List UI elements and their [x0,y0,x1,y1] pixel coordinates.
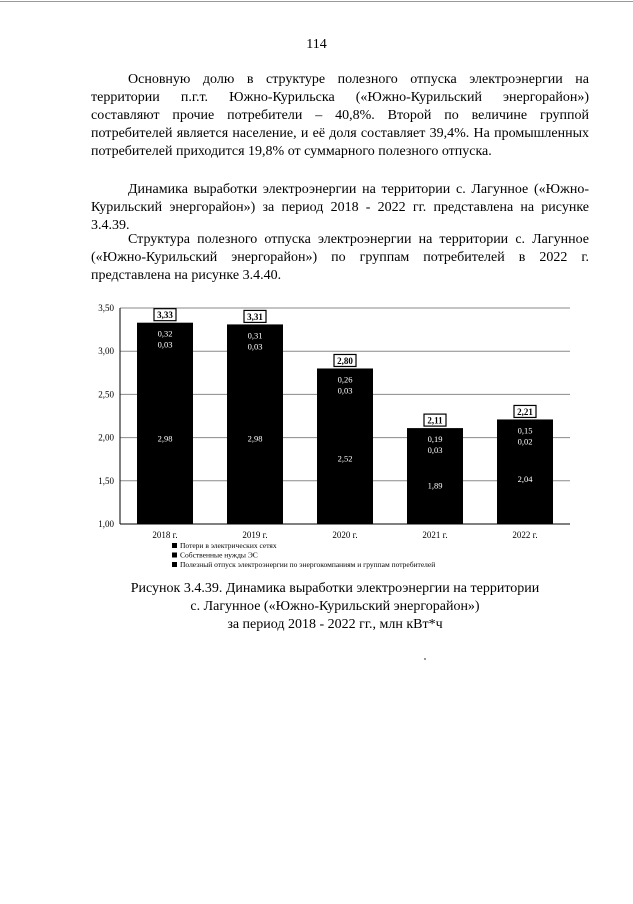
legend-swatch [172,562,177,567]
legend-entry: Собственные нужды ЭС [180,550,258,560]
data-label-losses: 0,32 [157,328,173,339]
y-tick-label: 2,00 [98,432,114,443]
bar-stack [137,323,193,524]
y-tick-label: 1,00 [98,519,114,529]
y-tick-label: 1,50 [98,475,114,486]
x-tick-label: 2022 г. [512,530,538,540]
data-label-losses: 0,31 [247,330,263,341]
data-label-own-needs: 0,03 [337,385,353,396]
y-tick-label: 3,00 [98,346,114,357]
paragraph-1: Основную долю в структуре полезного отпуска электроэнергии на территории п.г.т. Южно-Курильска («Южно-Курильский энергорайон») составляют прочие потребители – 40,8%. Второй по величине группой потребителей является население, и её доля составляет 39,4%. На промышленных потребителей приходится 19,8% от суммарного полезного отпуска. [91,72,589,159]
legend-swatch [172,543,177,548]
scan-speck [424,658,426,660]
y-tick-label: 3,50 [98,303,114,313]
data-label-supply: 1,89 [427,480,443,491]
caption-line-3: за период 2018 - 2022 гг., млн кВт*ч [227,617,443,632]
caption-line-1: Рисунок 3.4.39. Динамика выработки электроэнергии на территории [130,581,540,596]
legend-swatch [172,553,177,558]
caption-line-2: с. Лагунное («Южно-Курильский энергорайон») [190,599,480,614]
data-label-losses: 0,26 [337,374,353,385]
figure-caption [80,580,590,634]
total-label: 3,31 [247,311,263,322]
x-tick-label: 2019 г. [242,530,268,540]
data-label-own-needs: 0,03 [157,339,173,350]
data-label-losses: 0,15 [517,425,533,436]
bar-stack [227,324,283,524]
data-label-own-needs: 0,03 [247,341,263,352]
top-rule [0,1,633,2]
data-label-own-needs: 0,02 [517,436,533,447]
figure-chart [80,294,600,594]
x-tick-label: 2018 г. [152,530,178,540]
data-label-own-needs: 0,03 [427,445,443,456]
total-label: 3,33 [157,310,173,321]
data-label-losses: 0,19 [427,434,443,445]
data-label-supply: 2,04 [517,474,533,485]
paragraph-2: Динамика выработки электроэнергии на территории с. Лагунное («Южно-Курильский энергорайон») за период 2018 - 2022 гг. представлена на рисунке 3.4.39. [91,182,589,233]
x-tick-label: 2020 г. [332,530,358,540]
y-tick-label: 2,50 [98,389,114,400]
x-tick-label: 2021 г. [422,530,448,540]
data-label-supply: 2,52 [337,453,353,464]
stacked-bar-chart [80,294,600,594]
total-label: 2,11 [427,415,443,426]
total-label: 2,80 [337,355,353,366]
total-label: 2,21 [517,406,533,417]
legend-entry: Полезный отпуск электроэнергии по энергокомпаниям и группам потребителей [180,560,436,569]
legend-entry: Потери в электрических сетях [180,541,277,550]
data-label-supply: 2,98 [157,433,173,444]
page-number: 114 [306,37,327,52]
data-label-supply: 2,98 [247,433,263,444]
paragraph-3: Структура полезного отпуска электроэнергии на территории с. Лагунное («Южно-Курильский энергорайон») по группам потребителей в 2022 г. представлена на рисунке 3.4.40. [91,232,589,283]
